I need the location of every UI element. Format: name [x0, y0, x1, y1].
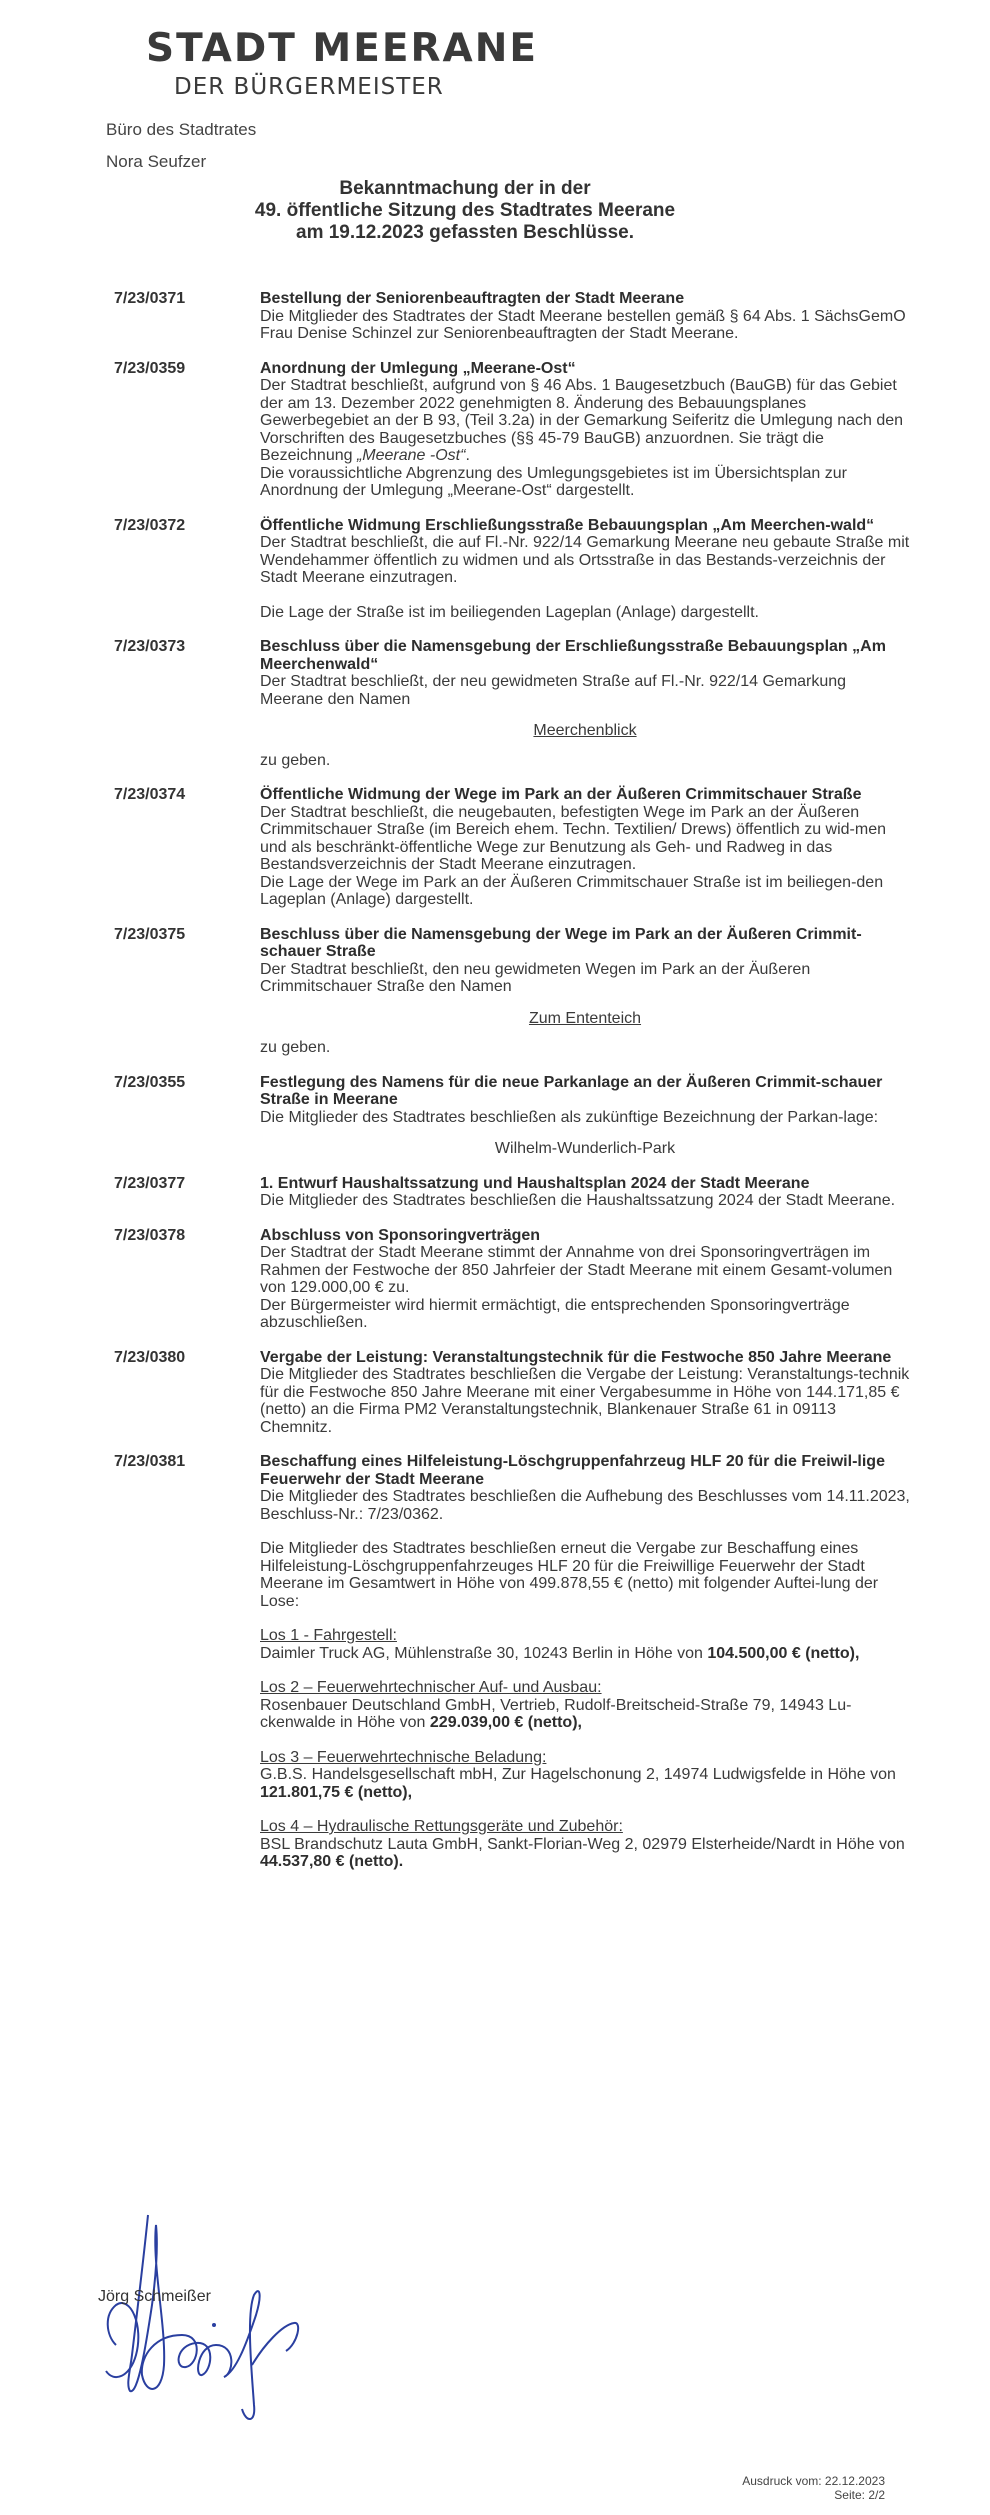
- resolution-number: 7/23/0371: [114, 290, 186, 307]
- resolution-body: [260, 1074, 910, 1158]
- resolution-text: Der Stadtrat beschließt, die auf Fl.-Nr. 922/14 Gemarkung Meerane neu gebaute Straße mit Wendehammer öffentlich zu widmen und als Ortsstraße in das Bestands-verzeichnis der Stadt Meerane einzutragen.: [260, 534, 910, 586]
- department-label: Büro des Stadtrates: [106, 120, 257, 139]
- resolution-title: Öffentliche Widmung Erschließungsstraße Bebauungsplan „Am Meerchen-wald“: [260, 516, 875, 534]
- lot-label: Los 1 - Fahrgestell:: [260, 1627, 397, 1644]
- resolution-item: [0, 1453, 990, 1871]
- resolution-title: Öffentliche Widmung der Wege im Park an der Äußeren Crimmitschauer Straße: [260, 786, 862, 803]
- resolution-body: [260, 1349, 910, 1437]
- resolution-item: [0, 517, 990, 622]
- resolution-title: 1. Entwurf Haushaltssatzung und Haushaltsplan 2024 der Stadt Meerane: [260, 1174, 810, 1192]
- area-name: „Meerane -Ost“: [356, 447, 466, 464]
- lot-text: [260, 1766, 910, 1801]
- resolution-text: Die Mitglieder des Stadtrates beschließen die Vergabe der Leistung: Veranstaltungs-technik für die Festwoche 850 Jahre Meerane mit einer Vergabesumme in Höhe von 144.171,85 € (netto) an die Firma PM2 Veranstaltungstechnik, Blankenauer Straße 61 in 09113 Chemnitz.: [260, 1366, 910, 1436]
- path-name: Zum Ententeich: [528, 1009, 642, 1027]
- spacer: [260, 1662, 910, 1679]
- resolution-text: Der Stadtrat beschließt, die neugebauten, befestigten Wege im Park an der Äußeren Crimmitschauer Straße (im Bereich ehem. Techn. Textilien/ Drews) öffentlich zu wid-men und als beschränkt-öffentliche Wege zur Benutzung als Geh- und Radweg in das Bestandsverzeichnis der Stadt Meerane einzutragen.: [260, 803, 886, 873]
- signature-scribble: [86, 2195, 306, 2425]
- resolution-number: 7/23/0381: [114, 1453, 186, 1470]
- resolution-text-part: Der Stadtrat beschließt, aufgrund von § 46 Abs. 1 Baugesetzbuch (BauGB) für das Gebiet der am 13. Dezember 2022 genehmigten 8. Änderung des Bebauungsplanes Gewerbegebiet an der B 93, (Teil 3.2a) in der Gemarkung Seiferitz die Umlegung nach den Vorschriften des Baugesetzbuches (§§ 45-79 BauGB) anzuordnen. Sie trägt die Bezeichnung: [260, 377, 904, 464]
- resolution-title: Beschaffung eines Hilfeleistung-Löschgruppenfahrzeug HLF 20 für die Freiwil-lige Feuerwehr der Stadt Meerane: [260, 1453, 885, 1488]
- resolution-number: 7/23/0374: [114, 786, 186, 803]
- resolution-list: [0, 290, 990, 1888]
- resolution-text-2: Die Mitglieder des Stadtrates beschließen erneut die Vergabe zur Beschaffung eines Hilfeleistung-Löschgruppenfahrzeuges HLF 20 für die Freiwillige Feuerwehr der Stadt Meerane im Gesamtwert in Höhe von 499.878,55 € (netto) mit folgender Auftei-lung der Lose:: [260, 1540, 879, 1610]
- heading-line-2: 49. öffentliche Sitzung des Stadtrates Meerane: [254, 200, 676, 221]
- page-footer: [742, 2474, 885, 2502]
- resolution-text-2: Die voraussichtliche Abgrenzung des Umlegungsgebietes ist im Übersichtsplan zur Anordnung der Umlegung „Meerane-Ost“ dargestellt.: [260, 464, 847, 499]
- resolution-title: Bestellung der Seniorenbeauftragten der Stadt Meerane: [260, 290, 685, 307]
- contact-name: Nora Seufzer: [106, 152, 207, 171]
- resolution-text-part: .: [465, 447, 470, 464]
- lot-amount: 104.500,00 € (netto),: [707, 1644, 860, 1662]
- resolution-item: [0, 1074, 990, 1158]
- spacer: [260, 1801, 910, 1818]
- resolution-closing: zu geben.: [260, 1039, 331, 1056]
- spacer: [260, 587, 910, 604]
- resolution-body: [260, 926, 910, 1057]
- printout-date: Ausdruck vom: 22.12.2023: [742, 2474, 885, 2488]
- resolution-body: [260, 517, 910, 622]
- lot-entry: [260, 1818, 910, 1871]
- resolution-title: Beschluss über die Namensgebung der Erschließungsstraße Bebauungsplan „Am Meerchenwald“: [260, 638, 886, 673]
- page-number: Seite: 2/2: [834, 2488, 885, 2502]
- resolution-item: [0, 1349, 990, 1437]
- resolution-text: Der Stadtrat der Stadt Meerane stimmt der Annahme von drei Sponsoringverträgen im Rahmen der Festwoche der 850 Jahrfeier der Stadt Meerane mit einem Gesamt-volumen von 129.000,00 € zu.: [260, 1244, 893, 1296]
- signatory-name: Jörg Schmeißer: [98, 2288, 211, 2305]
- lot-entry: [260, 1749, 910, 1802]
- lot-label: Los 2 – Feuerwehrtechnischer Auf- und Ausbau:: [260, 1679, 602, 1696]
- resolution-item: [0, 1227, 990, 1332]
- resolution-number: 7/23/0380: [114, 1348, 186, 1366]
- resolution-text: Die Mitglieder des Stadtrates beschließen die Aufhebung des Beschlusses vom 14.11.2023, Beschluss-Nr.: 7/23/0362.: [260, 1488, 910, 1523]
- resolution-text: Die Mitglieder des Stadtrates beschließen als zukünftige Bezeichnung der Parkan-lage:: [260, 1108, 879, 1126]
- resolution-title: Abschluss von Sponsoringverträgen: [260, 1226, 541, 1244]
- lot-text: [260, 1645, 910, 1663]
- resolution-number: 7/23/0378: [114, 1226, 186, 1244]
- resolution-item: [0, 1175, 990, 1210]
- resolution-body: [260, 1227, 910, 1332]
- lot-label: Los 3 – Feuerwehrtechnische Beladung:: [260, 1748, 547, 1766]
- resolution-text-2: Der Bürgermeister wird hiermit ermächtigt, die entsprechenden Sponsoringverträge abzuschließen.: [260, 1296, 850, 1331]
- resolution-item: [0, 786, 990, 909]
- resolution-body: [260, 1453, 910, 1871]
- resolution-title: Festlegung des Namens für die neue Parkanlage an der Äußeren Crimmit-schauer Straße in Meerane: [260, 1073, 883, 1108]
- resolution-text: Der Stadtrat beschließt, der neu gewidmeten Straße auf Fl.-Nr. 922/14 Gemarkung Meerane den Namen: [260, 673, 847, 708]
- resolution-title: Beschluss über die Namensgebung der Wege im Park an der Äußeren Crimmit-schauer Straße: [260, 925, 862, 960]
- sender-block: [106, 114, 256, 178]
- lot-vendor: Rosenbauer Deutschland GmbH, Vertrieb, Rudolf-Breitscheid-Straße 79, 14943 Lu-ckenwalde in Höhe von: [260, 1696, 852, 1731]
- resolution-text: [260, 377, 910, 465]
- lot-vendor: G.B.S. Handelsgesellschaft mbH, Zur Hagelschonung 2, 14974 Ludwigsfelde in Höhe von: [260, 1766, 896, 1783]
- lot-text: [260, 1836, 910, 1871]
- lot-vendor: Daimler Truck AG, Mühlenstraße 30, 10243 Berlin in Höhe von: [260, 1644, 708, 1662]
- resolution-body: [260, 786, 910, 909]
- resolution-item: [0, 638, 990, 769]
- resolution-title: Vergabe der Leistung: Veranstaltungstechnik für die Festwoche 850 Jahre Meerane: [260, 1348, 892, 1366]
- resolution-body: [260, 290, 910, 343]
- lot-label: Los 4 – Hydraulische Rettungsgeräte und Zubehör:: [260, 1818, 623, 1835]
- resolution-text: Die Mitglieder des Stadtrates der Stadt Meerane bestellen gemäß § 64 Abs. 1 SächsGemO Frau Denise Schinzel zur Seniorenbeauftragten der Stadt Meerane.: [260, 307, 906, 342]
- announcement-heading: [170, 178, 760, 244]
- spacer: [260, 1610, 910, 1627]
- lot-amount: 121.801,75 € (netto),: [260, 1783, 413, 1801]
- resolution-number: 7/23/0355: [114, 1073, 186, 1091]
- heading-line-3: am 19.12.2023 gefassten Beschlüsse.: [296, 222, 634, 243]
- resolution-text-2: Die Lage der Wege im Park an der Äußeren Crimmitschauer Straße ist im beiliegen-den Lageplan (Anlage) dargestellt.: [260, 873, 884, 908]
- resolution-number: 7/23/0377: [114, 1174, 186, 1192]
- lot-text: [260, 1697, 910, 1732]
- resolution-body: [260, 1175, 910, 1210]
- resolution-item: [0, 290, 990, 343]
- resolution-closing: zu geben.: [260, 751, 331, 769]
- resolution-text: Die Mitglieder des Stadtrates beschließen die Haushaltssatzung 2024 der Stadt Meerane.: [260, 1192, 896, 1209]
- resolution-text-2: Die Lage der Straße ist im beiliegenden Lageplan (Anlage) dargestellt.: [260, 603, 759, 621]
- resolution-number: 7/23/0375: [114, 925, 186, 943]
- spacer: [260, 1732, 910, 1749]
- resolution-number: 7/23/0373: [114, 638, 186, 655]
- resolution-body: [260, 638, 910, 769]
- office-title: DER BÜRGERMEISTER: [174, 74, 444, 100]
- resolution-title: Anordnung der Umlegung „Meerane-Ost“: [260, 359, 576, 377]
- lot-amount: 229.039,00 € (netto),: [429, 1714, 582, 1731]
- heading-line-1: Bekanntmachung der in der: [339, 178, 591, 199]
- resolution-number: 7/23/0372: [114, 516, 186, 534]
- resolution-body: [260, 360, 910, 500]
- resolution-text: Der Stadtrat beschließt, den neu gewidmeten Wegen im Park an der Äußeren Crimmitschauer Straße den Namen: [260, 960, 811, 995]
- lot-amount: 44.537,80 € (netto).: [260, 1853, 404, 1870]
- lot-entry: [260, 1627, 910, 1662]
- resolution-number: 7/23/0359: [114, 359, 186, 377]
- lot-vendor: BSL Brandschutz Lauta GmbH, Sankt-Florian-Weg 2, 02979 Elsterheide/Nardt in Höhe von: [260, 1835, 905, 1853]
- resolution-item: [0, 360, 990, 500]
- lot-entry: [260, 1679, 910, 1732]
- city-name: STADT MEERANE: [146, 26, 538, 71]
- street-name: Meerchenblick: [533, 722, 637, 739]
- spacer: [260, 1523, 910, 1540]
- resolution-item: [0, 926, 990, 1057]
- park-name: Wilhelm-Wunderlich-Park: [494, 1140, 676, 1157]
